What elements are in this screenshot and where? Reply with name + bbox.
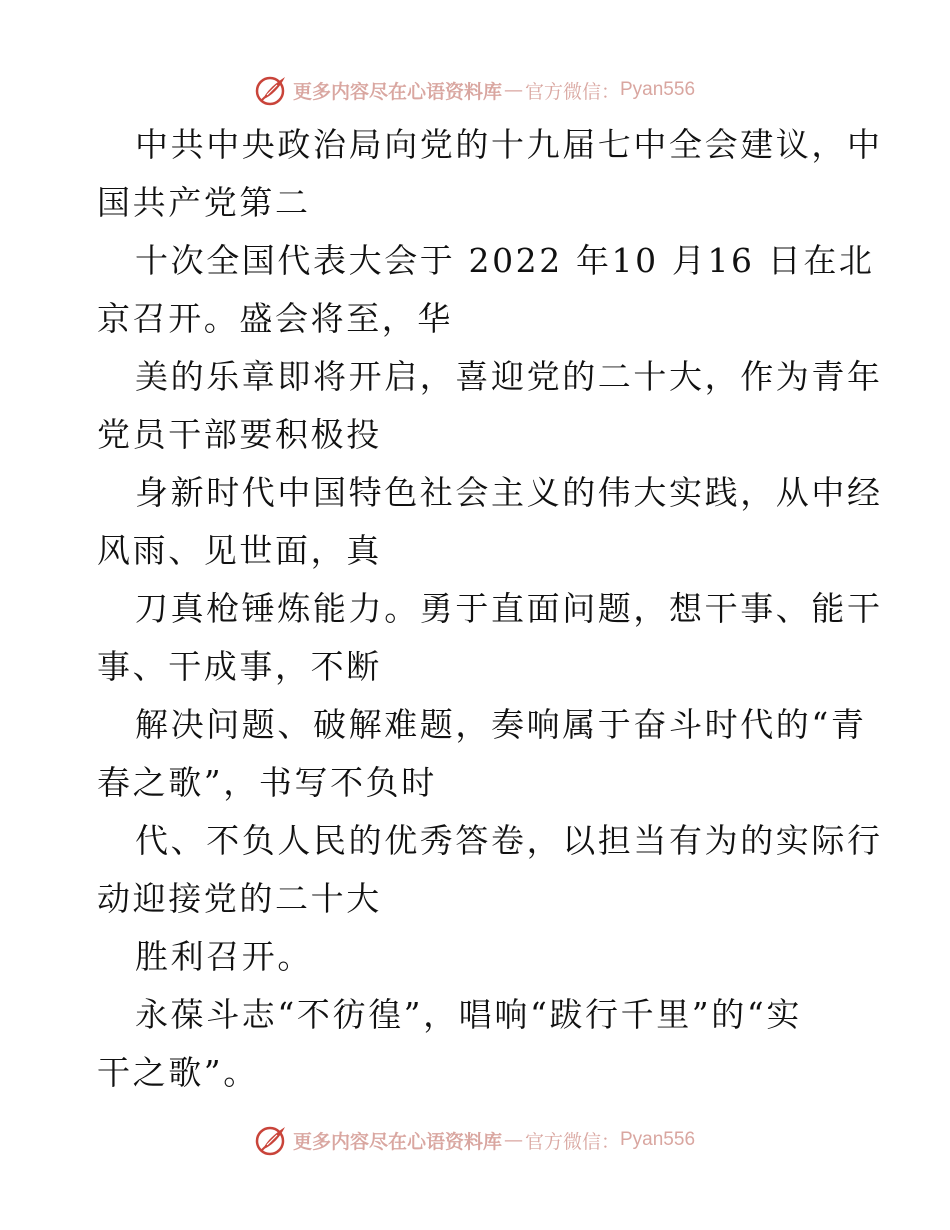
header-watermark [0,70,950,110]
text-line: 干之歌”。 [97,1053,259,1092]
watermark-wechat-label: 官方微信： [524,1130,620,1153]
text-line: 代、不负人民的优秀答卷，以担当有为的实际行 [135,821,883,860]
text-line: 事、干成事，不断 [97,647,382,686]
watermark-wechat-id: Pyan556 [620,79,696,100]
text-line: 党员干部要积极投 [97,415,382,454]
watermark-brand-text: 更多内容尽在心语资料库 [292,1130,502,1153]
text-line: 身新时代中国特色社会主义的伟大实践，从中经 [135,473,883,512]
footer-watermark [0,1120,950,1160]
watermark-brand-text: 更多内容尽在心语资料库 [292,80,502,103]
watermark-wechat-label: 官方微信： [524,80,620,103]
watermark-separator: — [503,79,523,101]
text-line: 十次全国代表大会于 2022 年10 月16 日在北 [135,241,875,280]
text-line: 胜利召开。 [135,937,313,976]
text-line: 中共中央政治局向党的十九届七中全会建议，中 [135,125,883,164]
text-line: 永葆斗志“不彷徨”，唱响“跋行千里”的“实 [135,995,802,1034]
feather-pen-logo-icon [255,1123,289,1157]
feather-pen-logo-icon [255,73,289,107]
text-line: 解决问题、破解难题，奏响属于奋斗时代的“青 [135,705,867,744]
text-line: 国共产党第二 [97,183,311,222]
text-line: 春之歌”，书写不负时 [97,763,437,802]
watermark-wechat-id: Pyan556 [620,1129,696,1150]
body-text [97,116,883,1102]
text-line: 动迎接党的二十大 [97,879,382,918]
text-line: 风雨、见世面，真 [97,531,382,570]
text-line: 京召开。盛会将至，华 [97,299,453,338]
text-line: 刀真枪锤炼能力。勇于直面问题，想干事、能干 [135,589,883,628]
watermark-separator: — [503,1129,523,1151]
text-line: 美的乐章即将开启，喜迎党的二十大，作为青年 [135,357,883,396]
